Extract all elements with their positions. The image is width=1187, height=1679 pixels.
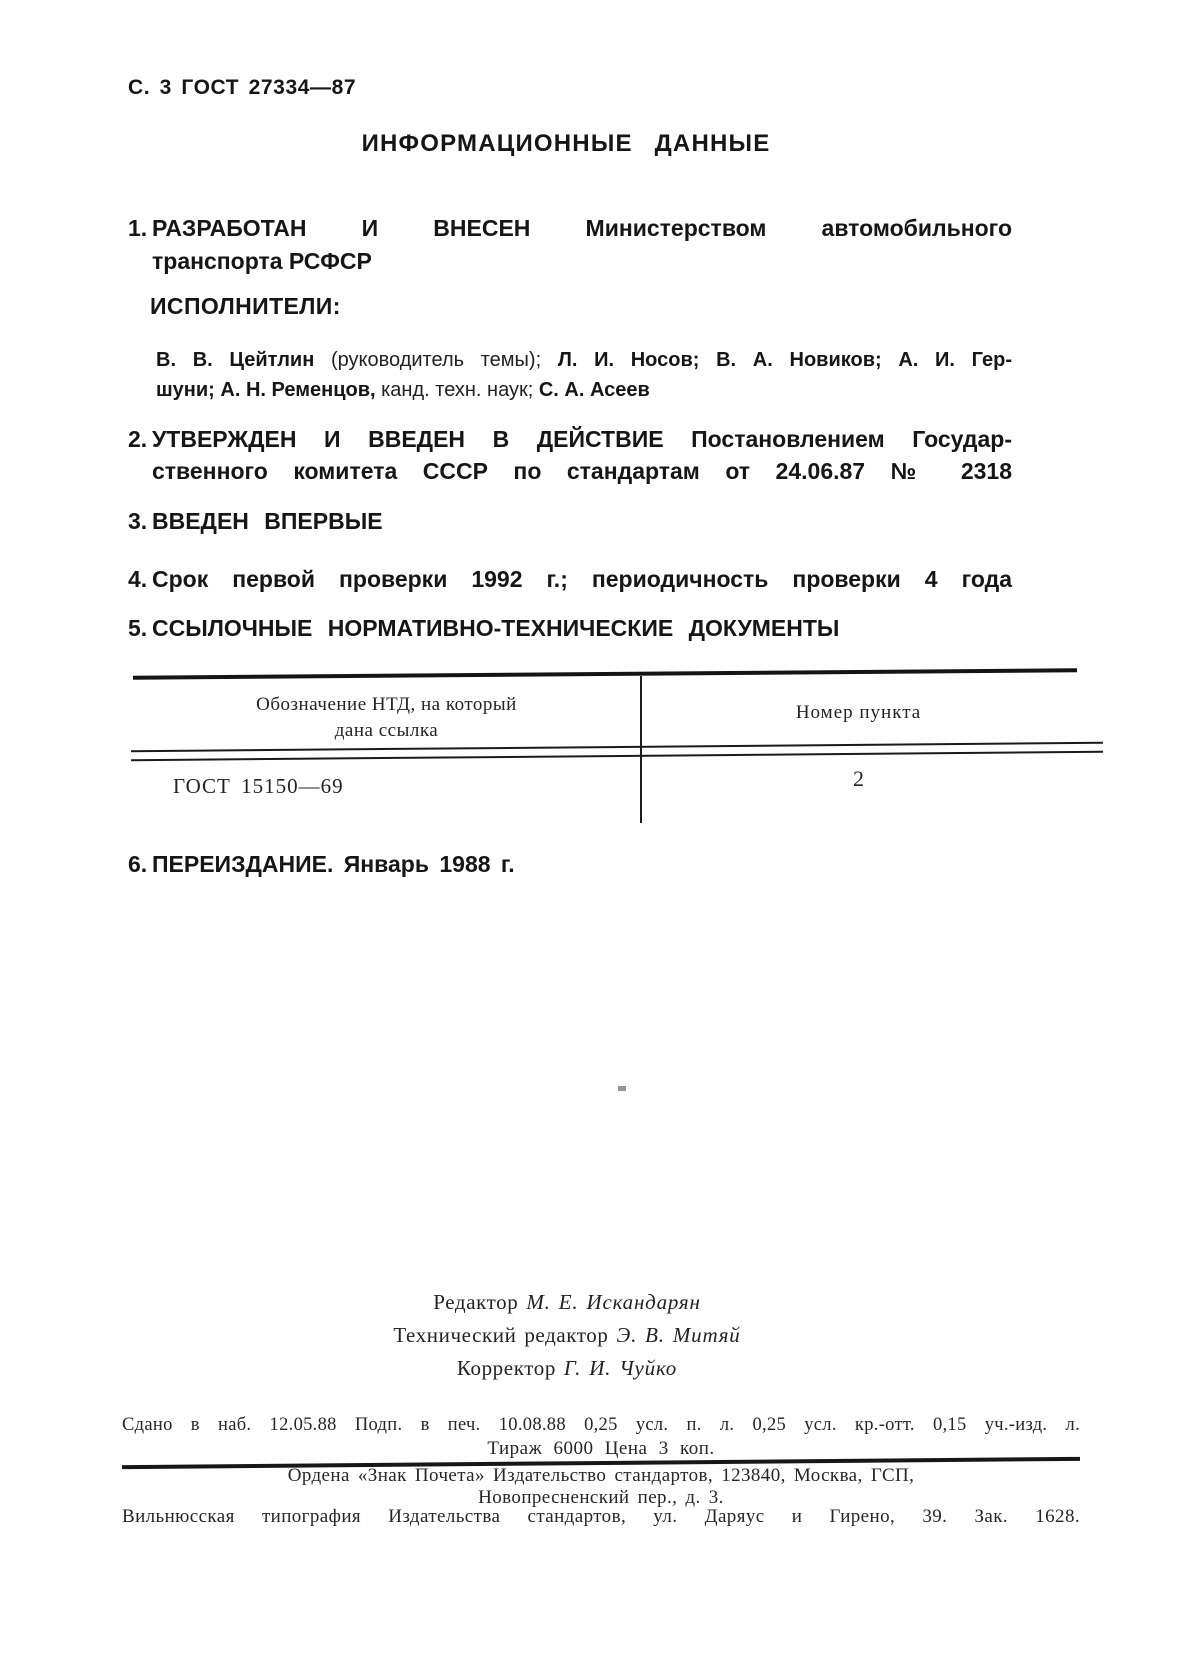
item-6-text: ПЕРЕИЗДАНИЕ. Январь 1988 г. (152, 851, 515, 877)
item-4-number: 4. (128, 566, 148, 592)
table-cell-ntd: ГОСТ 15150—69 (173, 774, 344, 798)
editor-line (122, 1352, 1012, 1385)
item-1 (128, 212, 1012, 278)
editor-role: Корректор (456, 1356, 556, 1380)
item-1-line-1: РАЗРАБОТАН И ВНЕСЕН Министерством автомобильного (152, 215, 1012, 241)
editor-role: Технический редактор (393, 1323, 609, 1347)
editor-name: М. Е. Искандарян (526, 1290, 701, 1314)
item-6 (128, 848, 1012, 881)
editor-role: Редактор (433, 1290, 519, 1314)
printer-line: Вильнюсская типография Издательства стандартов, ул. Даряус и Гирено, 39. Зак. 1628. (122, 1506, 1080, 1527)
separator-mark (618, 1086, 626, 1091)
item-3-number: 3. (128, 508, 148, 534)
item-1-text (152, 212, 1012, 278)
table-top-rule (133, 668, 1077, 679)
executor-name: В. В. Цейтлин (156, 349, 315, 371)
imprint-circulation: Тираж 6000 Цена 3 коп. (487, 1438, 715, 1459)
executors-list (156, 345, 1012, 405)
page-header: С. 3 ГОСТ 27334—87 (128, 76, 357, 99)
table-header-rule (131, 742, 1103, 761)
editors-block (122, 1286, 1012, 1385)
executor-note: (руководитель темы); (314, 349, 558, 371)
item-2 (128, 423, 1012, 487)
item-4 (128, 563, 1012, 596)
item-5-number: 5. (128, 615, 148, 641)
imprint-print-data: Сдано в наб. 12.05.88 Подп. в печ. 10.08.88 0,25 усл. п. л. 0,25 усл. кр.-отт. 0,15 уч.-изд. л. (122, 1415, 1080, 1435)
item-6-number: 6. (128, 851, 148, 877)
item-2-line-2: ственного комитета СССР по стандартам от 24.06.87 № 2318 (152, 458, 1012, 484)
item-2-line-1: УТВЕРЖДЕН И ВВЕДЕН В ДЕЙСТВИЕ Постановлением Государ- (152, 426, 1012, 452)
editor-name: Г. И. Чуйко (563, 1356, 678, 1380)
item-5 (128, 612, 1012, 645)
executors-line-1 (156, 345, 1012, 375)
item-1-line-2: транспорта РСФСР (152, 248, 372, 274)
table-header-ntd-line-1: Обозначение НТД, на который (256, 694, 517, 715)
table-header-punkt: Номер пункта (795, 702, 922, 723)
executor-names: Л. И. Носов; В. А. Новиков; А. И. Гер- (557, 349, 1013, 371)
item-3-text: ВВЕДЕН ВПЕРВЫЕ (152, 508, 383, 534)
item-1-number: 1. (128, 215, 148, 241)
table-cell-punkt: 2 (853, 766, 864, 791)
item-2-text (152, 423, 1012, 487)
table-header-ntd-line-2: дана ссылка (334, 720, 439, 741)
editor-name: Э. В. Митяй (616, 1323, 741, 1347)
executor-name: С. А. Асеев (538, 379, 650, 401)
page-title: ИНФОРМАЦИОННЫЕ ДАННЫЕ (361, 130, 771, 157)
executors-line-2 (156, 375, 1012, 405)
table-header-ntd (133, 692, 640, 744)
editor-line (122, 1286, 1012, 1319)
references-table (133, 670, 1077, 828)
item-3 (128, 505, 1012, 538)
item-5-text: ССЫЛОЧНЫЕ НОРМАТИВНО-ТЕХНИЧЕСКИЕ ДОКУМЕНТЫ (152, 615, 840, 641)
executors-heading: ИСПОЛНИТЕЛИ: (150, 293, 341, 319)
executor-degree: канд. техн. наук; (375, 379, 539, 401)
item-4-text: Срок первой проверки 1992 г.; периодичность проверки 4 года (152, 566, 1012, 592)
editor-line (122, 1319, 1012, 1352)
publisher-address-line-1: Ордена «Знак Почета» Издательство стандартов, 123840, Москва, ГСП, (287, 1465, 915, 1486)
executor-names: шуни; А. Н. Ременцов, (156, 379, 376, 401)
publisher-address-line-2: Новопресненский пер., д. 3. (478, 1487, 724, 1508)
item-2-number: 2. (128, 426, 148, 452)
